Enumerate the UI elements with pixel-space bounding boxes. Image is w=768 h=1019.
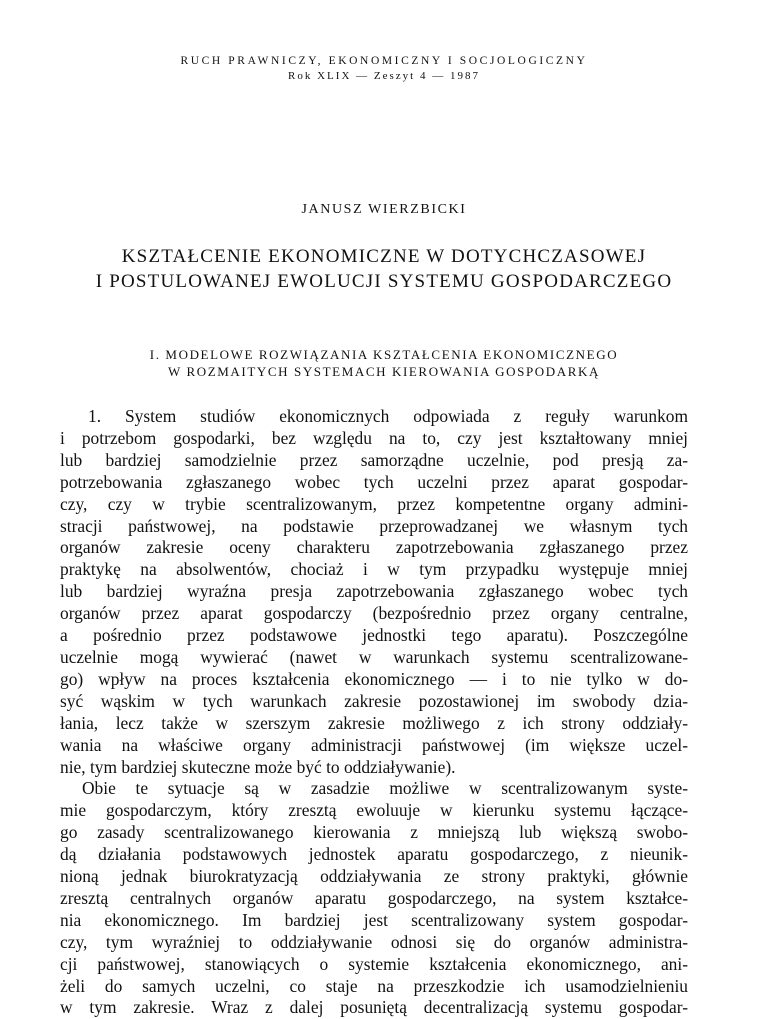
text-line: nie, tym bardziej skuteczne może być to oddziaływanie). (60, 756, 456, 777)
issue-info: Rok XLIX — Zeszyt 4 — 1987 (288, 70, 480, 82)
text-line: łania, lecz także w szerszym zakresie możliwego z ich strony oddziały- (60, 712, 688, 733)
text-line: Obie te sytuacje są w zasadzie możliwe w scentralizowanym syste- (82, 778, 688, 799)
text-line: zresztą centralnych organów aparatu gospodarczego, na system kształce- (60, 887, 688, 908)
text-line: syć wąskim w tych warunkach zakresie pozostawionej im swobody dzia- (60, 690, 688, 711)
section-heading (0, 346, 768, 380)
text-line: 1. System studiów ekonomicznych odpowiada z reguły warunkom (88, 406, 688, 426)
text-line: lub bardziej wyraźna presja zapotrzebowania zgłaszanego wobec tych (60, 581, 688, 602)
text-line: potrzebowania zgłaszanego wobec tych uczelni przez aparat gospodar- (60, 471, 688, 492)
text-line: organów zakresie oceny charakteru zapotrzebowania zgłaszanego przez (60, 537, 688, 558)
text-line: w tym zakresie. Wraz z dalej posuniętą decentralizacją systemu gospodar- (60, 997, 688, 1018)
text-line: praktykę na absolwentów, chociaż i w tym przypadku występuje mniej (60, 559, 688, 580)
body-text (60, 406, 688, 1019)
text-line: żeli do samych uczelni, co staje na przeszkodzie ich usamodzielnieniu (60, 975, 688, 996)
text-line: lub bardziej samodzielnie przez samorządne uczelnie, pod presją za- (60, 449, 688, 470)
text-line: stracji państwowej, na podstawie przeprowadzanej we własnym tych (60, 515, 688, 536)
text-line: nia ekonomicznego. Im bardziej jest scentralizowany system gospodar- (60, 909, 688, 930)
text-line: uczelnie mogą wywierać (nawet w warunkach systemu scentralizowane- (60, 646, 688, 667)
text-line: i potrzebom gospodarki, bez względu na to, czy jest kształtowany mniej (60, 427, 688, 448)
journal-name: RUCH PRAWNICZY, EKONOMICZNY I SOCJOLOGICZNY (180, 55, 588, 67)
text-line: czy, tym wyraźniej to oddziaływanie odnosi się do organów administra- (60, 931, 688, 952)
text-line: a pośrednio przez podstawowe jednostki tego aparatu). Poszczególne (60, 625, 688, 646)
author-name: JANUSZ WIERZBICKI (301, 202, 467, 217)
text-line: cji państwowej, stanowiących o systemie kształcenia ekonomicznego, ani- (60, 953, 688, 974)
section-line-1: I. MODELOWE ROZWIĄZANIA KSZTAŁCENIA EKONOMICZNEGO (149, 347, 619, 362)
text-line: nioną jednak biurokratyzacją oddziaływania ze strony praktyki, głównie (60, 866, 688, 887)
article-title (0, 244, 768, 294)
text-line: mie gospodarczym, który zresztą ewoluuje w kierunku systemu łączące- (60, 800, 688, 821)
title-line-1: KSZTAŁCENIE EKONOMICZNE W DOTYCHCZASOWEJ (121, 246, 647, 267)
text-line: go) wpływ na proces kształcenia ekonomicznego — i to nie tylko w do- (60, 668, 688, 689)
text-line: organów przez aparat gospodarczy (bezpośrednio przez organy centralne, (60, 603, 688, 624)
text-line: dą działania podstawowych jednostek aparatu gospodarczego, z nieunik- (60, 844, 688, 865)
title-line-2: I POSTULOWANEJ EWOLUCJI SYSTEMU GOSPODARCZEGO (95, 271, 673, 292)
text-line: wania na właściwe organy administracji państwowej (im większe uczel- (60, 734, 688, 755)
text-line: go zasady scentralizowanego kierowania z mniejszą lub większą swobo- (60, 822, 688, 843)
section-line-2: W ROZMAITYCH SYSTEMACH KIEROWANIA GOSPODARKĄ (167, 364, 600, 379)
text-line: czy, czy w trybie scentralizowanym, przez kompetentne organy admini- (60, 493, 688, 514)
